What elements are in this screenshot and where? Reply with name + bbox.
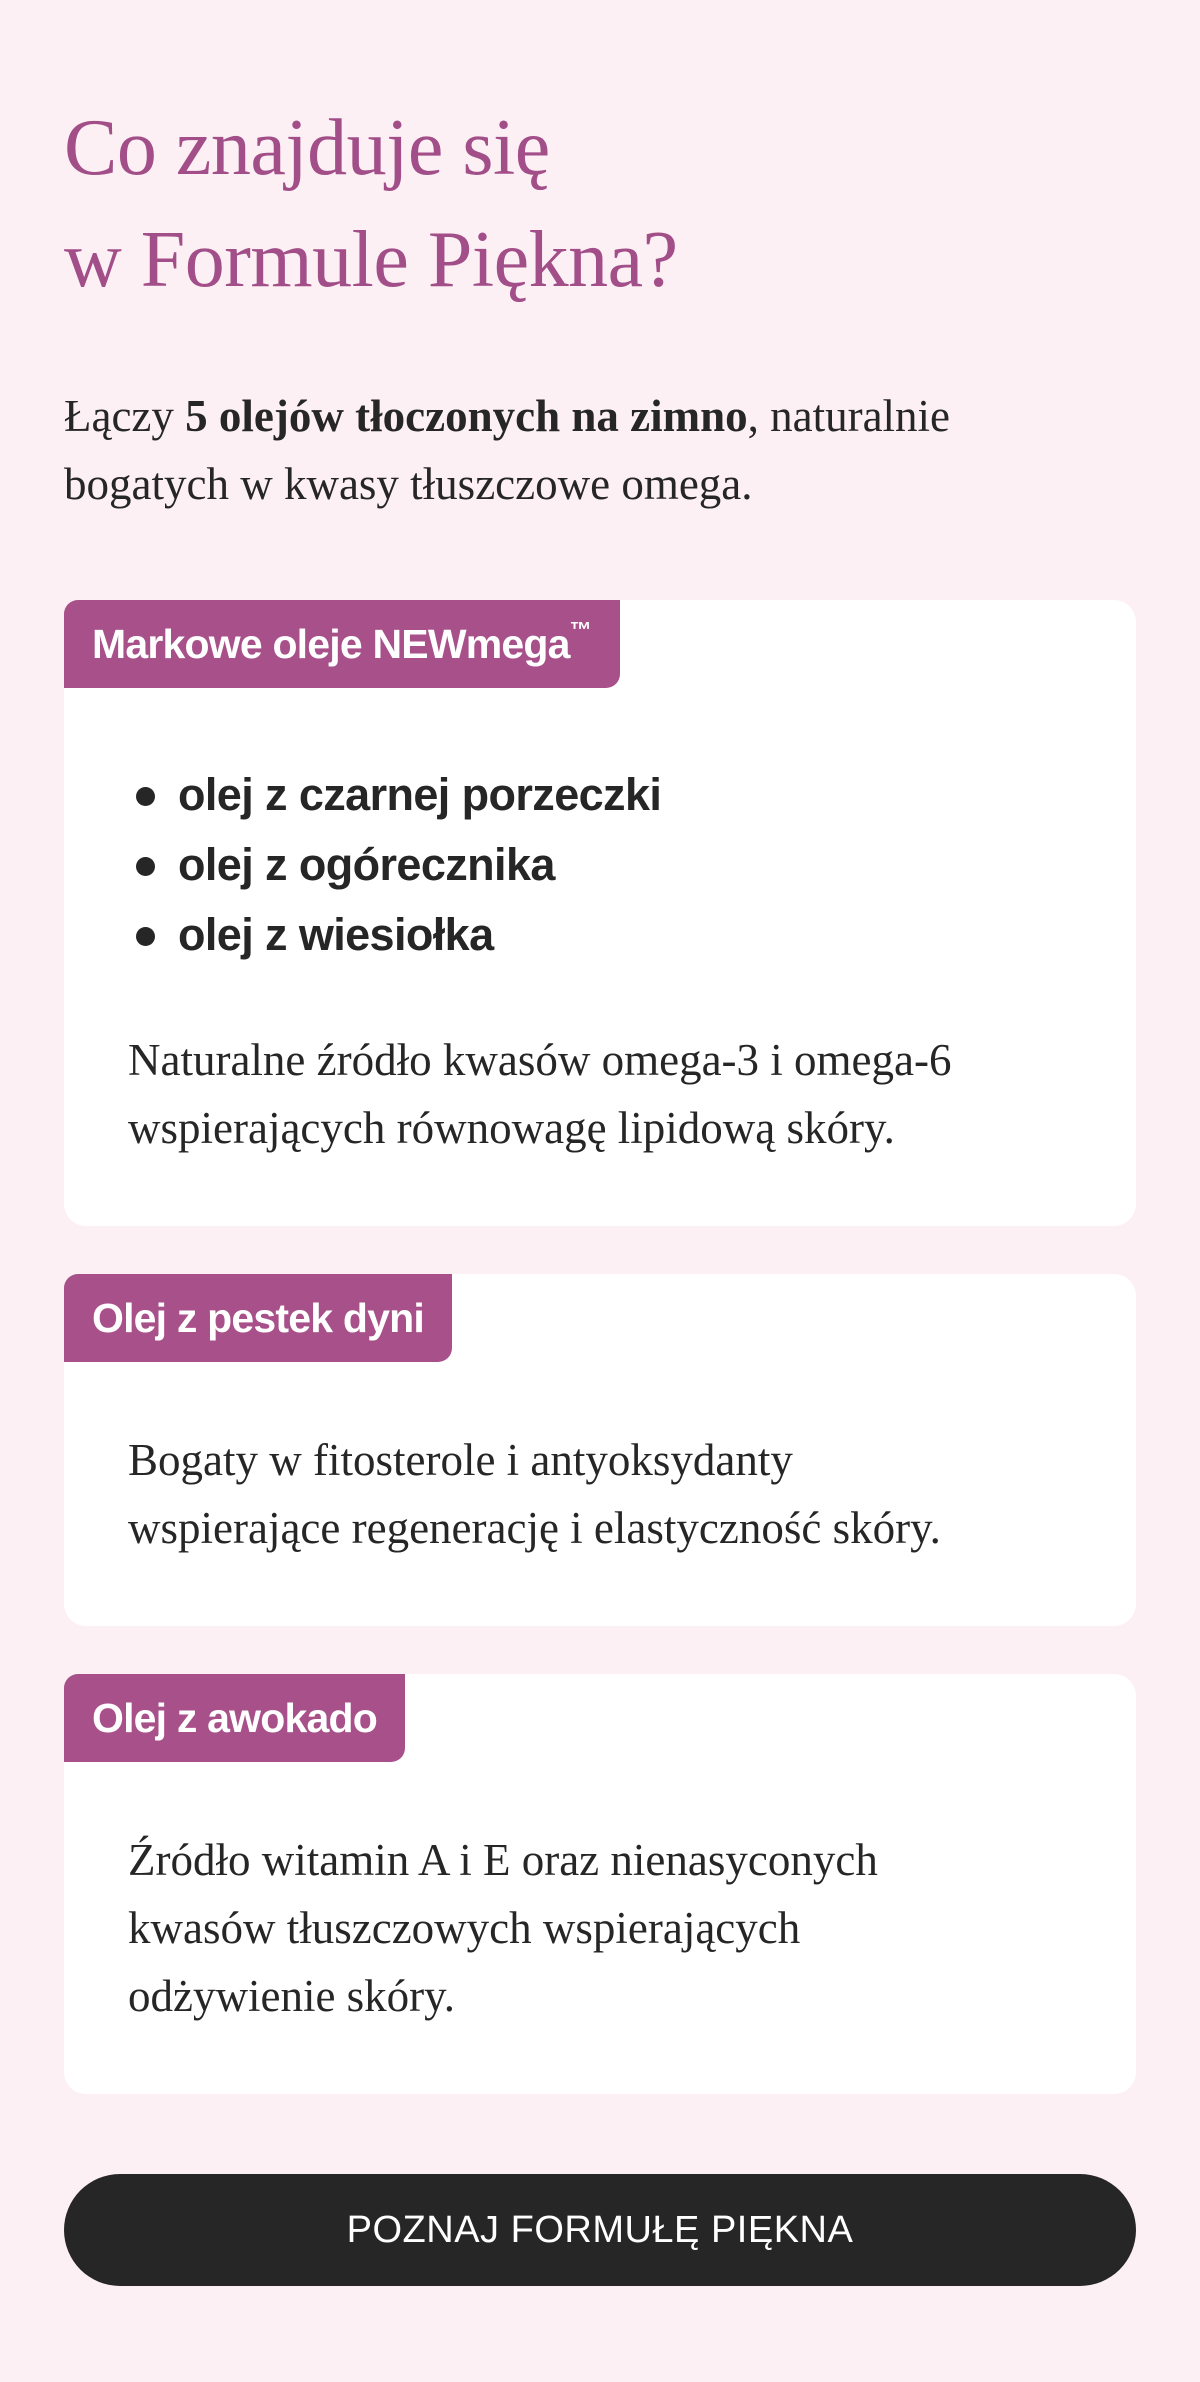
intro-line-1 <box>64 382 1136 450</box>
card-description-line: kwasów tłuszczowych wspierających <box>128 1903 801 1953</box>
ingredient-card-newmega <box>64 600 1136 1226</box>
intro-bold-highlight: 5 olejów tłoczonych na zimno <box>185 391 748 441</box>
title-line-1: Co znajduje się <box>64 104 550 192</box>
bullet-icon <box>136 857 155 876</box>
card-description-line: Bogaty w fitosterole i antyoksydanty <box>128 1435 793 1485</box>
intro-prefix: Łączy <box>64 391 186 441</box>
card-description-line: odżywienie skóry. <box>128 1971 455 2021</box>
discover-formula-button[interactable]: POZNAJ FORMUŁĘ PIĘKNA <box>64 2174 1136 2286</box>
intro-paragraph <box>64 382 1136 518</box>
intro-line-2: bogatych w kwasy tłuszczowe omega. <box>64 459 753 509</box>
card-description <box>128 1426 941 1562</box>
bullet-icon <box>136 787 155 806</box>
trademark-mark: ™ <box>569 617 592 642</box>
oil-list <box>134 760 661 970</box>
card-tag-label: Olej z awokado <box>92 1695 377 1741</box>
title-line-2: w Formule Piękna? <box>64 216 678 304</box>
card-tag-label: Markowe oleje NEWmega <box>92 621 570 667</box>
card-description-line: wspierające regenerację i elastyczność skóry. <box>128 1503 941 1553</box>
list-item <box>134 830 661 900</box>
card-description-line: Naturalne źródło kwasów omega-3 i omega-6 <box>128 1035 952 1085</box>
page-title <box>64 92 1136 316</box>
card-tag-label: Olej z pestek dyni <box>92 1295 424 1341</box>
card-description <box>128 1026 951 1162</box>
list-item <box>134 900 661 970</box>
card-description <box>128 1826 878 2030</box>
card-tag <box>64 600 620 688</box>
card-tag <box>64 1274 452 1362</box>
card-description-line: wspierających równowagę lipidową skóry. <box>128 1103 895 1153</box>
card-description-line: Źródło witamin A i E oraz nienasyconych <box>128 1835 878 1885</box>
ingredient-card-pumpkin-seed-oil <box>64 1274 1136 1626</box>
card-tag <box>64 1674 405 1762</box>
ingredient-card-avocado-oil <box>64 1674 1136 2094</box>
list-item-label: olej z czarnej porzeczki <box>178 769 662 820</box>
bullet-icon <box>136 927 155 946</box>
list-item-label: olej z wiesiołka <box>178 909 494 960</box>
list-item <box>134 760 661 830</box>
intro-suffix: , naturalnie <box>747 391 951 441</box>
list-item-label: olej z ogórecznika <box>178 839 555 890</box>
